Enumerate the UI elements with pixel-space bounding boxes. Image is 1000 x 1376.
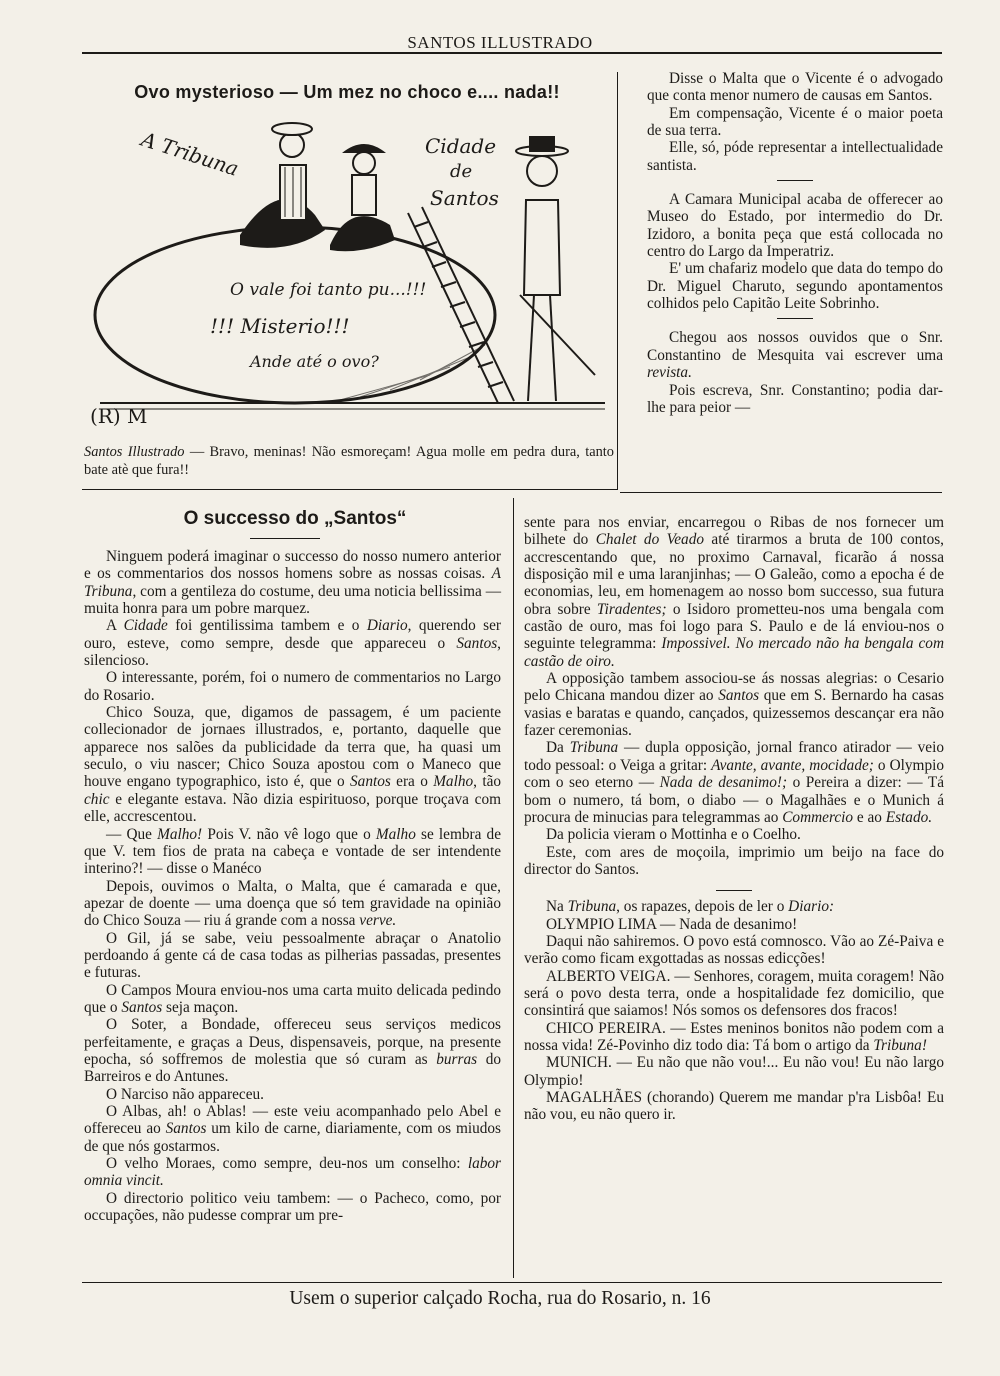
caption-lead: Santos Illustrado xyxy=(84,444,185,460)
paragraph: O Albas, ah! o Ablas! — este veiu acompanhado pelo Abel e offereceu ao Santos um kilo de carne, diariamente, com os miudos de que nós gostarmos. xyxy=(84,1103,502,1155)
paragraph: Chegou aos nossos ouvidos que o Snr. Constantino de Mesquita vai escrever uma revista. xyxy=(647,329,943,382)
paragraph: Depois, ouvimos o Malta, o Malta, que é camarada e que, apezar de doente — uma doença que só tem gravidade na opinião do Chico Souza — riu á grande com a nossa verve. xyxy=(84,877,501,930)
egg-text-2: !!! Misterio!!! xyxy=(210,314,350,338)
article-right-column xyxy=(524,514,944,1124)
top-right-bottom-rule xyxy=(620,492,942,493)
paragraph: Da policia vieram o Mottinha e o Coelho. xyxy=(546,826,801,844)
paragraph: Da Tribuna — dupla opposição, jornal franco atirador — veio todo pessoal: o Veiga a gritar: Avante, avante, mocidade; o Olympio com o seo eterno — Nada de desanimo!; o Pereira a dizer: — Tá bom o numero, tá bom, o diabo — o Magalhães e o Munich á procura de minucias para telegrammas ao Commercio e ao Estado. xyxy=(524,739,944,826)
column-divider xyxy=(513,498,514,1278)
paragraph: O velho Moraes, como sempre, deu-nos um conselho: labor omnia vincit. xyxy=(84,1155,501,1190)
article-heading: O successo do „Santos“ xyxy=(183,508,407,529)
paragraph: MAGALHÃES (chorando) Querem me mandar p'ra Lisbôa! Eu não vou, eu não quero ir. xyxy=(524,1089,944,1124)
paragraph: A Cidade foi gentilissima tambem e o Diario, querendo ser ouro, esteve, como sempre, desde que appareceu o Santos, silencioso. xyxy=(84,617,501,670)
paragraph: — Que Malho! Pois V. não vê logo que o Malho se lembra de que V. tem fios de prata na cabeça e vontade de ser intendente interino?! — disse o Manéco xyxy=(84,825,501,878)
paragraph: Na Tribuna, os rapazes, depois de ler o Diario: xyxy=(546,898,835,916)
woman-cidade xyxy=(330,144,395,251)
separator xyxy=(777,318,813,319)
paragraph: MUNICH. — Eu não que não vou!... Eu não vou! Eu não largo Olympio! xyxy=(524,1054,944,1089)
paragraph: A opposição tambem associou-se ás nossas alegrias: o Cesario pelo Chicana mandou dizer ao Santos que em S. Bernardo ha casas vasias e baratas e quando, cançados, quizessemos descançar era não fazer ceremonias. xyxy=(524,670,944,740)
cartoon-label-cidade-2: de xyxy=(450,161,473,182)
artist-signature: (R) M xyxy=(90,404,148,428)
cartoon-label-tribuna: A Tribuna xyxy=(138,126,242,181)
running-header: SANTOS ILLUSTRADO xyxy=(407,33,593,52)
paragraph: Ninguem poderá imaginar o successo do nosso numero anterior e os commentarios dos nossos homens sobre as nossas coisas. A Tribuna, com a gentileza do costume, deu uma noticia bellissima — muita honra para um pobre marquez. xyxy=(84,548,501,618)
footer-advertisement: Usem o superior calçado Rocha, rua do Rosario, n. 16 xyxy=(289,1288,711,1309)
paragraph: Em compensação, Vicente é o maior poeta de sua terra. xyxy=(647,104,943,140)
man-with-cane xyxy=(516,137,595,401)
caption-text: — Bravo, meninas! Não esmoreçam! Agua molle em pedra dura, tanto bate atè que fura!! xyxy=(84,444,614,478)
paragraph: O Narciso não appareceu. xyxy=(106,1085,264,1103)
separator xyxy=(777,180,813,181)
paragraph: CHICO PEREIRA. — Estes meninos bonitos não podem com a nossa vida! Zé-Povinho diz todo dia: Tá bom o artigo da Tribuna! xyxy=(524,1019,944,1054)
egg-text-3: Ande até o ovo? xyxy=(250,352,379,371)
paragraph: ALBERTO VEIGA. — Senhores, coragem, muita coragem! Não será o povo desta terra, onde a hospitalidade fez domicilio, que consintirá que saiamos! Nós somos os defensores dos fracos! xyxy=(524,967,944,1020)
cartoon-right-rule xyxy=(617,72,618,490)
egg-text-1: O vale foi tanto pu...!!! xyxy=(230,280,427,300)
paragraph: O interessante, porém, foi o numero de commentarios no Largo do Rosario. xyxy=(84,669,501,704)
cartoon-label-cidade-3: Santos xyxy=(430,186,499,210)
cartoon-caption xyxy=(84,443,614,479)
footer-rule xyxy=(82,1282,942,1283)
paragraph: Chico Souza, que, digamos de passagem, é um paciente collecionador de jornaes illustrados, e, portanto, daquelle que apparece nos salões da publicidade da terra que, ha quasi um seculo, o viu nascer; Chico Souza apostou com o Maneco que houve engano typographico, isto é, que o Santos era o Malho, tão chic e elegante estava. Não dizia espirituoso, porque troçava com elle, accrescentou. xyxy=(84,704,502,826)
cartoon-bottom-rule xyxy=(82,489,618,490)
cartoon-illustration xyxy=(90,105,610,435)
right-top-column xyxy=(647,70,943,416)
paragraph: A Camara Municipal acaba de offerecer ao Museo do Estado, por intermedio do Dr. Izidoro, a bonita peça que está collocada no centro do Largo da Imperatriz. xyxy=(647,191,943,261)
cartoon-label-cidade-1: Cidade xyxy=(425,134,497,158)
paragraph: OLYMPIO LIMA — Nada de desanimo! xyxy=(546,915,798,933)
paragraph: Daqui não sahiremos. O povo está comnosco. Vão ao Zé-Paiva e verão como ficam exgottadas as nossas edicções! xyxy=(524,932,944,968)
paragraph: O directorio politico veiu tambem: — o Pacheco, como, por occupações, não pudesse comprar um pre- xyxy=(84,1189,501,1225)
paragraph: O Soter, a Bondade, offereceu seus serviços medicos perfeitamente, e graças a Deus, dispensaveis, porque, na presente epocha, só soffremos de molestia que só curam as burras do Barreiros e do Antunes. xyxy=(84,1016,501,1086)
paragraph: Disse o Malta que o Vicente é o advogado que conta menor numero de causas em Santos. xyxy=(647,70,943,105)
paragraph: O Gil, já se sabe, veiu pessoalmente abraçar o Anatolio perdoando á gente cá de casa todas as pilherias passadas, presentes e futuras. xyxy=(84,929,501,982)
heading-underline xyxy=(250,538,320,539)
header-rule xyxy=(82,52,942,54)
paragraph: E' um chafariz modelo que data do tempo do Dr. Miguel Charuto, segundo apontamentos colhidos pelo Capitão Leite Sobrinho. xyxy=(647,260,943,313)
paragraph: Elle, só, póde representar a intellectualidade santista. xyxy=(647,139,943,174)
paragraph: sente para nos enviar, encarregou o Ribas de nos fornecer um bilhete do Chalet do Veado até tirarmos a bruta de 100 contos, accrescentando que, no proximo Carnaval, ficarão á nossa disposição mil e uma laranjinhas; — O Galeão, como a epocha é de economias, leu, em homenagem ao nosso bom successo, sua futura obra sobre Tiradentes; o Isidoro prometteu-nos uma bengala com castão de ouro, mas foi logo para S. Paulo e de lá enviou-nos o seguinte telegramma: Impossivel. No mercado não ha bengala com castão de oiro. xyxy=(524,514,945,670)
paragraph: O Campos Moura enviou-nos uma carta muito delicada pedindo que o Santos seja maçon. xyxy=(84,981,501,1016)
cartoon-title: Ovo mysterioso — Um mez no choco e.... nada!! xyxy=(134,82,560,102)
paragraph: Pois escreva, Snr. Constantino; podia dar-lhe para peior — xyxy=(647,381,943,416)
article-left-column xyxy=(84,548,501,1224)
woman-tribuna xyxy=(240,123,325,248)
paragraph: Este, com ares de moçoila, imprimio um beijo na face do director do Santos. xyxy=(524,843,944,878)
separator xyxy=(716,890,752,891)
